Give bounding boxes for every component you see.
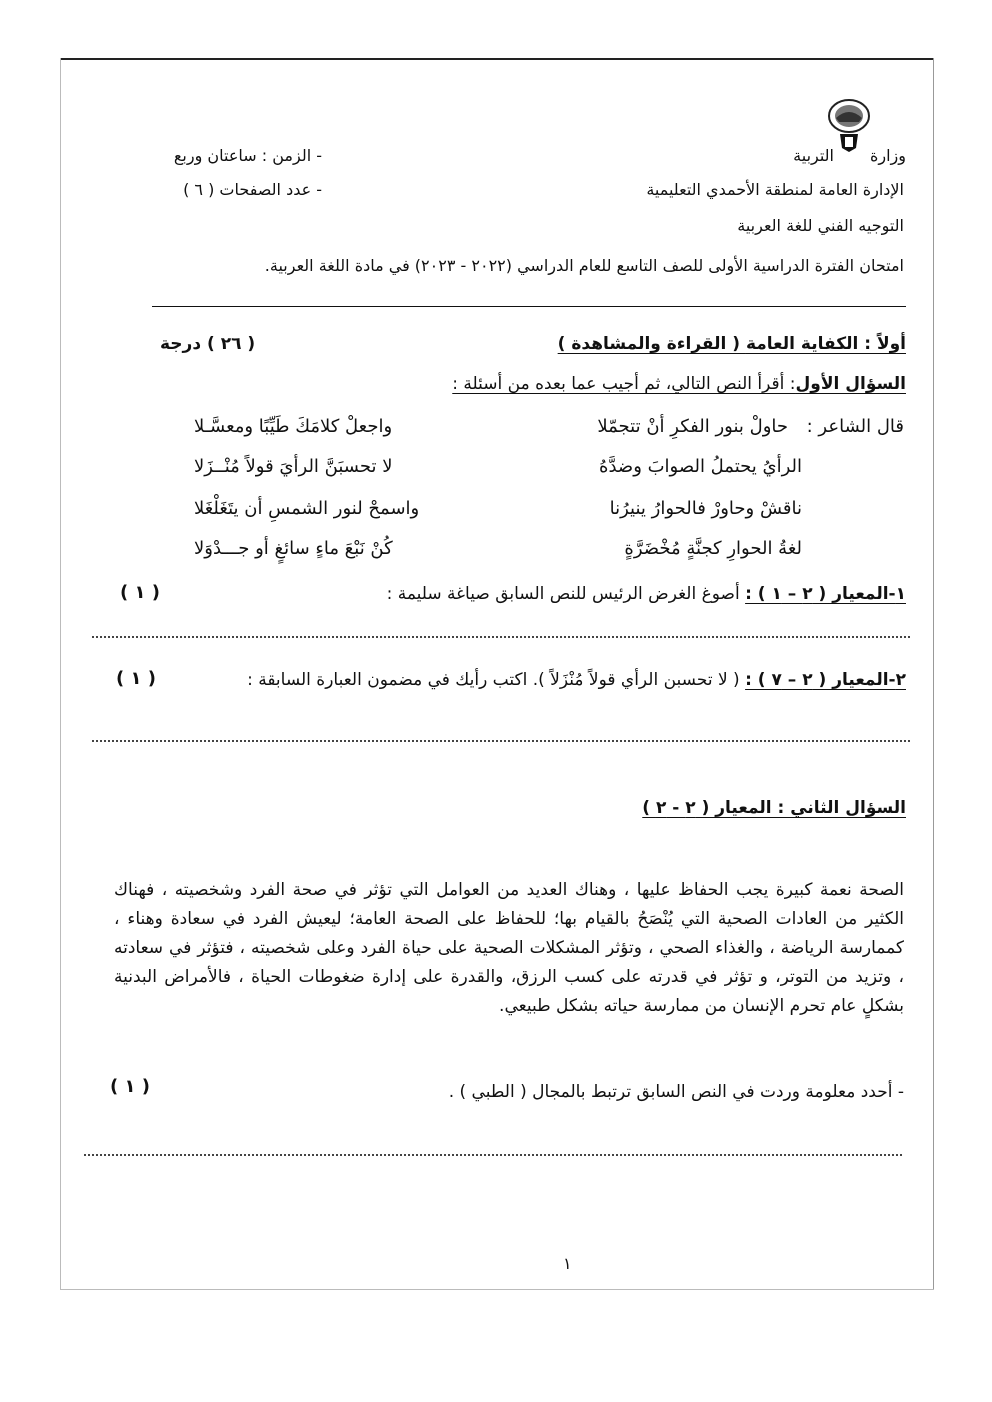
poem-verse bbox=[194, 498, 802, 526]
page-count: - عدد الصفحات ( ٦ ) bbox=[183, 180, 322, 199]
question1-heading: السؤال الأول: أقرأ النص التالي، ثم أجيب عما بعده من أسئلة : bbox=[452, 374, 906, 394]
question2-heading: السؤال الثاني : المعيار ( ٢ - ٢ ) bbox=[642, 798, 906, 818]
answer-line[interactable] bbox=[84, 1154, 902, 1156]
question2-item: - أحدد معلومة وردت في النص السابق ترتبط بالمجال ( الطبي ) . bbox=[448, 1082, 904, 1102]
verse-first-hemistich: ناقشْ وحاورْ فالحوارُ ينيرُنا bbox=[609, 498, 802, 519]
verse-second-hemistich: كُنْ نَبْعَ ماءٍ سائغٍ أو جـــدْوَلا bbox=[194, 538, 393, 559]
page-border bbox=[60, 58, 934, 60]
question1-item2: ٢-المعيار ( ٢ – ٧ ) : ( لا تحسبن الرأي قولاً مُنْزَلاً ). اكتب رأيك في مضمون العبارة السابقة : bbox=[247, 670, 906, 690]
page-border bbox=[60, 1289, 934, 1290]
poem-intro: قال الشاعر : bbox=[806, 416, 904, 437]
question2-score: ( ١ ) bbox=[110, 1076, 150, 1097]
answer-line[interactable] bbox=[92, 740, 910, 742]
verse-first-hemistich: الرأيُ يحتملُ الصوابَ وضدَّهُ bbox=[599, 456, 802, 477]
item1-score: ( ١ ) bbox=[120, 582, 160, 603]
ministry-label: وزارة bbox=[869, 146, 906, 165]
page-number: ١ bbox=[563, 1254, 572, 1273]
page-border bbox=[60, 58, 61, 1290]
answer-line[interactable] bbox=[92, 636, 910, 638]
directorate: الإدارة العامة لمنطقة الأحمدي التعليمية bbox=[646, 180, 904, 199]
verse-first-hemistich: حاولْ بنور الفكرِ أنْ تتجمّلا bbox=[597, 416, 788, 437]
header-divider bbox=[152, 306, 906, 307]
poem-verse bbox=[194, 416, 788, 444]
verse-second-hemistich: واجعلْ كلامَكَ طَيِّبًا ومعسَّـلا bbox=[194, 416, 393, 437]
section-score: ( ٢٦ ) درجة bbox=[160, 334, 256, 354]
poem-verse bbox=[194, 456, 802, 484]
verse-second-hemistich: واسمحْ لنور الشمسِ أن يتَغَلْغَلا bbox=[194, 498, 420, 519]
page-border bbox=[933, 58, 934, 1290]
verse-second-hemistich: لا تحسبَنَّ الرأيَ قولاً مُنْــزَلا bbox=[194, 456, 393, 477]
question1-item1: ١-المعيار ( ٢ – ١ ) : أصوغ الغرض الرئيس للنص السابق صياغة سليمة : bbox=[386, 584, 906, 604]
exam-duration: - الزمن : ساعتان وربع bbox=[173, 146, 322, 165]
poem-verse bbox=[194, 538, 802, 566]
department: التوجيه الفني للغة العربية bbox=[737, 216, 904, 235]
verse-first-hemistich: لغةُ الحوارِ كجنَّةٍ مُخْضَرَّةٍ bbox=[624, 538, 802, 559]
exam-title: امتحان الفترة الدراسية الأولى للصف التاسع للعام الدراسي (٢٠٢٢ - ٢٠٢٣) في مادة اللغة العربية. bbox=[264, 256, 904, 275]
item2-score: ( ١ ) bbox=[116, 668, 156, 689]
section-title: أولاً : الكفاية العامة ( القراءة والمشاهدة ) bbox=[557, 334, 906, 354]
question2-passage: الصحة نعمة كبيرة يجب الحفاظ عليها ، وهناك العديد من العوامل التي تؤثر في صحة الفرد وشخصيته ، فهناك الكثير من العادات الصحية التي يُنْصَحُ بالقيام بها؛ للحفاظ على الصحة العامة؛ ليعيش الفرد في سعادة وهناء ، كممارسة الرياضة ، والغذاء الصحي ، وتؤثر المشكلات الصحية على حياة الفرد وعلى شخصيته ، فتؤثر في سعادته ، وتزيد من التوتر، و تؤثر في قدرته على كسب الرزق، والقدرة على إدارة ضغوطات الحياة ، فالأمراض البدنية بشكلٍ عام تحرم الإنسان من ممارسة حياته بشكل طبيعي. bbox=[114, 880, 904, 1016]
ministry-name: التربية bbox=[793, 146, 834, 165]
